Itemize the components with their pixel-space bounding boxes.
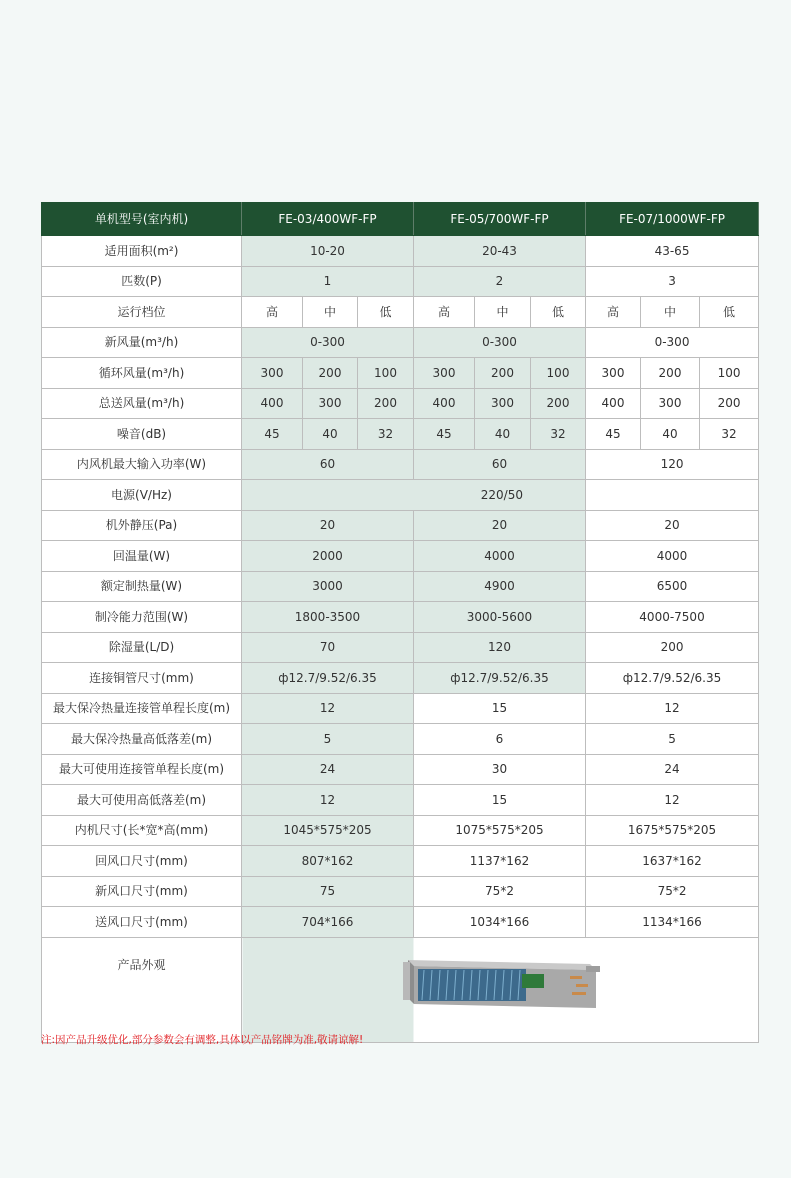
value-cell: 70 bbox=[242, 632, 414, 663]
value-cell: 12 bbox=[242, 785, 414, 816]
row-label: 运行档位 bbox=[42, 297, 242, 328]
value-cell: 200 bbox=[586, 632, 759, 663]
value-cell: 30 bbox=[414, 754, 586, 785]
value-cell: 43-65 bbox=[586, 236, 759, 267]
row-label: 额定制热量(W) bbox=[42, 571, 242, 602]
value-cell: 高 bbox=[242, 297, 303, 328]
value-cell: 300 bbox=[414, 358, 475, 389]
row-cooling-range bbox=[42, 602, 759, 633]
ducted-unit-illustration bbox=[400, 954, 600, 1026]
value-cell: ф12.7/9.52/6.35 bbox=[414, 663, 586, 694]
row-reheat bbox=[42, 541, 759, 572]
value-cell: 4000 bbox=[414, 541, 586, 572]
row-return-port bbox=[42, 846, 759, 877]
value-cell: 低 bbox=[358, 297, 414, 328]
row-label: 制冷能力范围(W) bbox=[42, 602, 242, 633]
value-cell: 0-300 bbox=[414, 327, 586, 358]
value-cell: 15 bbox=[414, 693, 586, 724]
value-cell: 200 bbox=[475, 358, 531, 389]
value-cell: 高 bbox=[414, 297, 475, 328]
value-cell: 6 bbox=[414, 724, 586, 755]
value-cell: 中 bbox=[475, 297, 531, 328]
value-cell: 4900 bbox=[414, 571, 586, 602]
row-max-drop bbox=[42, 785, 759, 816]
value-cell: 1800-3500 bbox=[242, 602, 414, 633]
value-cell: 低 bbox=[700, 297, 759, 328]
value-cell: 5 bbox=[586, 724, 759, 755]
value-cell: 100 bbox=[358, 358, 414, 389]
value-cell: 24 bbox=[242, 754, 414, 785]
model-header-1: FE-03/400WF-FP bbox=[242, 203, 414, 236]
value-cell: 2 bbox=[414, 266, 586, 297]
spec-table bbox=[41, 202, 759, 1043]
row-unit-size bbox=[42, 815, 759, 846]
value-cell: 100 bbox=[700, 358, 759, 389]
value-cell: 12 bbox=[586, 785, 759, 816]
value-cell: 1137*162 bbox=[414, 846, 586, 877]
value-cell: 45 bbox=[242, 419, 303, 450]
row-label: 新风量(m³/h) bbox=[42, 327, 242, 358]
model-header-3: FE-07/1000WF-FP bbox=[586, 203, 759, 236]
row-label: 新风口尺寸(mm) bbox=[42, 876, 242, 907]
row-hp bbox=[42, 266, 759, 297]
value-cell: 1045*575*205 bbox=[242, 815, 414, 846]
value-cell: 75*2 bbox=[586, 876, 759, 907]
value-cell: 807*162 bbox=[242, 846, 414, 877]
product-image-cell bbox=[242, 937, 759, 1042]
row-noise bbox=[42, 419, 759, 450]
value-cell: 75 bbox=[242, 876, 414, 907]
model-header-2: FE-05/700WF-FP bbox=[414, 203, 586, 236]
header-row bbox=[42, 203, 759, 236]
row-supply-port bbox=[42, 907, 759, 938]
value-cell: 200 bbox=[358, 388, 414, 419]
value-cell: 60 bbox=[242, 449, 414, 480]
value-cell: 45 bbox=[414, 419, 475, 450]
value-cell: 4000-7500 bbox=[586, 602, 759, 633]
row-label: 除湿量(L/D) bbox=[42, 632, 242, 663]
row-label: 回风口尺寸(mm) bbox=[42, 846, 242, 877]
value-cell: 200 bbox=[641, 358, 700, 389]
value-cell: 20-43 bbox=[414, 236, 586, 267]
row-fresh-air bbox=[42, 327, 759, 358]
value-cell: 3 bbox=[586, 266, 759, 297]
row-heating bbox=[42, 571, 759, 602]
value-cell: 1 bbox=[242, 266, 414, 297]
value-cell: 12 bbox=[242, 693, 414, 724]
value-cell: 300 bbox=[303, 388, 358, 419]
value-cell: 1075*575*205 bbox=[414, 815, 586, 846]
value-cell: 20 bbox=[414, 510, 586, 541]
spec-table-wrapper bbox=[41, 202, 758, 1043]
row-max-pipe-full bbox=[42, 693, 759, 724]
value-cell: 200 bbox=[700, 388, 759, 419]
value-cell: 20 bbox=[242, 510, 414, 541]
row-label: 适用面积(m²) bbox=[42, 236, 242, 267]
value-cell: 20 bbox=[586, 510, 759, 541]
value-cell: 12 bbox=[586, 693, 759, 724]
value-cell: 中 bbox=[641, 297, 700, 328]
row-label: 噪音(dB) bbox=[42, 419, 242, 450]
value-cell: 400 bbox=[414, 388, 475, 419]
value-cell: 32 bbox=[358, 419, 414, 450]
value-cell: 40 bbox=[303, 419, 358, 450]
value-cell: 32 bbox=[531, 419, 586, 450]
row-dehumid bbox=[42, 632, 759, 663]
row-total-air bbox=[42, 388, 759, 419]
value-cell: 40 bbox=[475, 419, 531, 450]
model-label-header: 单机型号(室内机) bbox=[42, 203, 242, 236]
value-cell: 300 bbox=[586, 358, 641, 389]
value-cell: 60 bbox=[414, 449, 586, 480]
value-cell: 220/50 bbox=[242, 480, 586, 511]
value-cell: 3000 bbox=[242, 571, 414, 602]
value-cell: 75*2 bbox=[414, 876, 586, 907]
value-cell: 300 bbox=[242, 358, 303, 389]
value-cell: 低 bbox=[531, 297, 586, 328]
value-cell: 200 bbox=[303, 358, 358, 389]
value-cell: 400 bbox=[586, 388, 641, 419]
value-cell: 5 bbox=[242, 724, 414, 755]
value-cell: 200 bbox=[531, 388, 586, 419]
row-circulation-air bbox=[42, 358, 759, 389]
row-pipe-size bbox=[42, 663, 759, 694]
row-label: 内风机最大输入功率(W) bbox=[42, 449, 242, 480]
row-label: 连接铜管尺寸(mm) bbox=[42, 663, 242, 694]
value-cell: 2000 bbox=[242, 541, 414, 572]
value-cell: 400 bbox=[242, 388, 303, 419]
row-label: 送风口尺寸(mm) bbox=[42, 907, 242, 938]
row-fan-power bbox=[42, 449, 759, 480]
value-cell: 300 bbox=[641, 388, 700, 419]
value-cell: 704*166 bbox=[242, 907, 414, 938]
value-cell: 10-20 bbox=[242, 236, 414, 267]
row-static-pressure bbox=[42, 510, 759, 541]
value-cell: 32 bbox=[700, 419, 759, 450]
row-label: 循环风量(m³/h) bbox=[42, 358, 242, 389]
row-label: 最大可使用连接管单程长度(m) bbox=[42, 754, 242, 785]
row-label: 电源(V/Hz) bbox=[42, 480, 242, 511]
value-cell bbox=[586, 480, 759, 511]
row-label: 匹数(P) bbox=[42, 266, 242, 297]
value-cell: 15 bbox=[414, 785, 586, 816]
value-cell: 4000 bbox=[586, 541, 759, 572]
row-label: 总送风量(m³/h) bbox=[42, 388, 242, 419]
row-label: 内机尺寸(长*宽*高(mm) bbox=[42, 815, 242, 846]
row-label: 机外静压(Pa) bbox=[42, 510, 242, 541]
row-max-drop-full bbox=[42, 724, 759, 755]
row-appearance bbox=[42, 937, 759, 1042]
row-fresh-port bbox=[42, 876, 759, 907]
value-cell: 1034*166 bbox=[414, 907, 586, 938]
row-power-supply bbox=[42, 480, 759, 511]
value-cell: ф12.7/9.52/6.35 bbox=[586, 663, 759, 694]
row-label: 最大保冷热量高低落差(m) bbox=[42, 724, 242, 755]
value-cell: 100 bbox=[531, 358, 586, 389]
value-cell: 0-300 bbox=[242, 327, 414, 358]
value-cell: 120 bbox=[414, 632, 586, 663]
row-max-pipe bbox=[42, 754, 759, 785]
value-cell: 120 bbox=[586, 449, 759, 480]
row-label: 产品外观 bbox=[42, 937, 242, 1042]
row-speed bbox=[42, 297, 759, 328]
value-cell: 1637*162 bbox=[586, 846, 759, 877]
row-area bbox=[42, 236, 759, 267]
row-label: 回温量(W) bbox=[42, 541, 242, 572]
row-label: 最大可使用高低落差(m) bbox=[42, 785, 242, 816]
value-cell: 中 bbox=[303, 297, 358, 328]
value-cell: ф12.7/9.52/6.35 bbox=[242, 663, 414, 694]
value-cell: 6500 bbox=[586, 571, 759, 602]
value-cell: 24 bbox=[586, 754, 759, 785]
value-cell: 3000-5600 bbox=[414, 602, 586, 633]
row-label: 最大保冷热量连接管单程长度(m) bbox=[42, 693, 242, 724]
value-cell: 高 bbox=[586, 297, 641, 328]
value-cell: 1134*166 bbox=[586, 907, 759, 938]
product-image bbox=[400, 954, 600, 1026]
disclaimer-note: 注:因产品升级优化,部分参数会有调整,具体以产品铭牌为准,敬请谅解! bbox=[41, 1034, 364, 1046]
value-cell: 1675*575*205 bbox=[586, 815, 759, 846]
value-cell: 45 bbox=[586, 419, 641, 450]
value-cell: 40 bbox=[641, 419, 700, 450]
value-cell: 300 bbox=[475, 388, 531, 419]
value-cell: 0-300 bbox=[586, 327, 759, 358]
